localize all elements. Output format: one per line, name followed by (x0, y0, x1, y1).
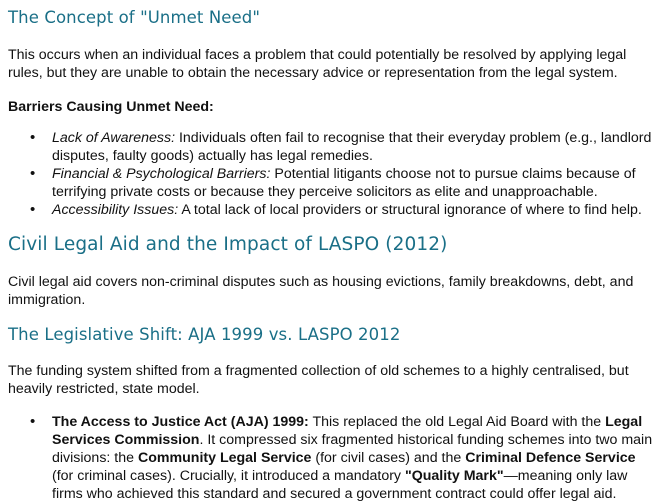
aja-term: The Access to Justice Act (AJA) 1999: (52, 414, 309, 430)
paragraph-legislative-shift: The funding system shifted from a fragmented collection of old schemes to a highly centralised, but heavily restricted, state model. (8, 363, 629, 397)
aja-list (8, 413, 658, 503)
aja-text: —meaning only law firms who achieved this standard and secured a government contract could offer legal aid. (52, 468, 628, 502)
paragraph-laspo: Civil legal aid covers non-criminal disputes such as housing evictions, family breakdowns, debt, and immigration. (8, 274, 634, 308)
aja-bold: Criminal Defence Service (465, 450, 636, 466)
barrier-text: Individuals often fail to recognise that their everyday problem (e.g., landlord disputes, faulty goods) actually has legal remedies. (52, 130, 652, 164)
paragraph-unmet-need: This occurs when an individual faces a problem that could potentially be resolved by applying legal rules, but they are unable to obtain the necessary advice or representation from the legal system. (8, 47, 627, 81)
aja-bold: Legal Services Commission (52, 414, 643, 448)
list-item (8, 129, 658, 165)
aja-text: . It compressed six fragmented historical funding schemes into two main divisions: the (52, 432, 653, 466)
barrier-term: Accessibility Issues: (52, 202, 179, 218)
list-item (8, 201, 658, 219)
barrier-term: Financial & Psychological Barriers: (52, 166, 271, 182)
barrier-text: A total lack of local providers or structural ignorance of where to find help. (178, 202, 642, 218)
heading-laspo: Civil Legal Aid and the Impact of LASPO (2012) (8, 234, 448, 255)
barrier-text: Potential litigants choose not to pursue claims because of terrifying private costs or because they perceive solicitors as elite and unapproachable. (52, 166, 636, 200)
barriers-list (8, 129, 658, 219)
list-item (8, 413, 658, 503)
heading-legislative-shift: The Legislative Shift: AJA 1999 vs. LASPO 2012 (8, 325, 401, 344)
barrier-term: Lack of Awareness: (52, 130, 176, 146)
aja-bold: Community Legal Service (137, 450, 312, 466)
barriers-heading: Barriers Causing Unmet Need: (8, 99, 214, 115)
aja-text: This replaced the old Legal Aid Board with the (308, 414, 606, 430)
heading-unmet-need: The Concept of "Unmet Need" (8, 8, 261, 27)
aja-text: (for civil cases) and the (311, 450, 466, 466)
aja-bold: "Quality Mark" (404, 468, 504, 484)
aja-text: (for criminal cases). Crucially, it introduced a mandatory (52, 468, 405, 484)
list-item (8, 165, 658, 201)
